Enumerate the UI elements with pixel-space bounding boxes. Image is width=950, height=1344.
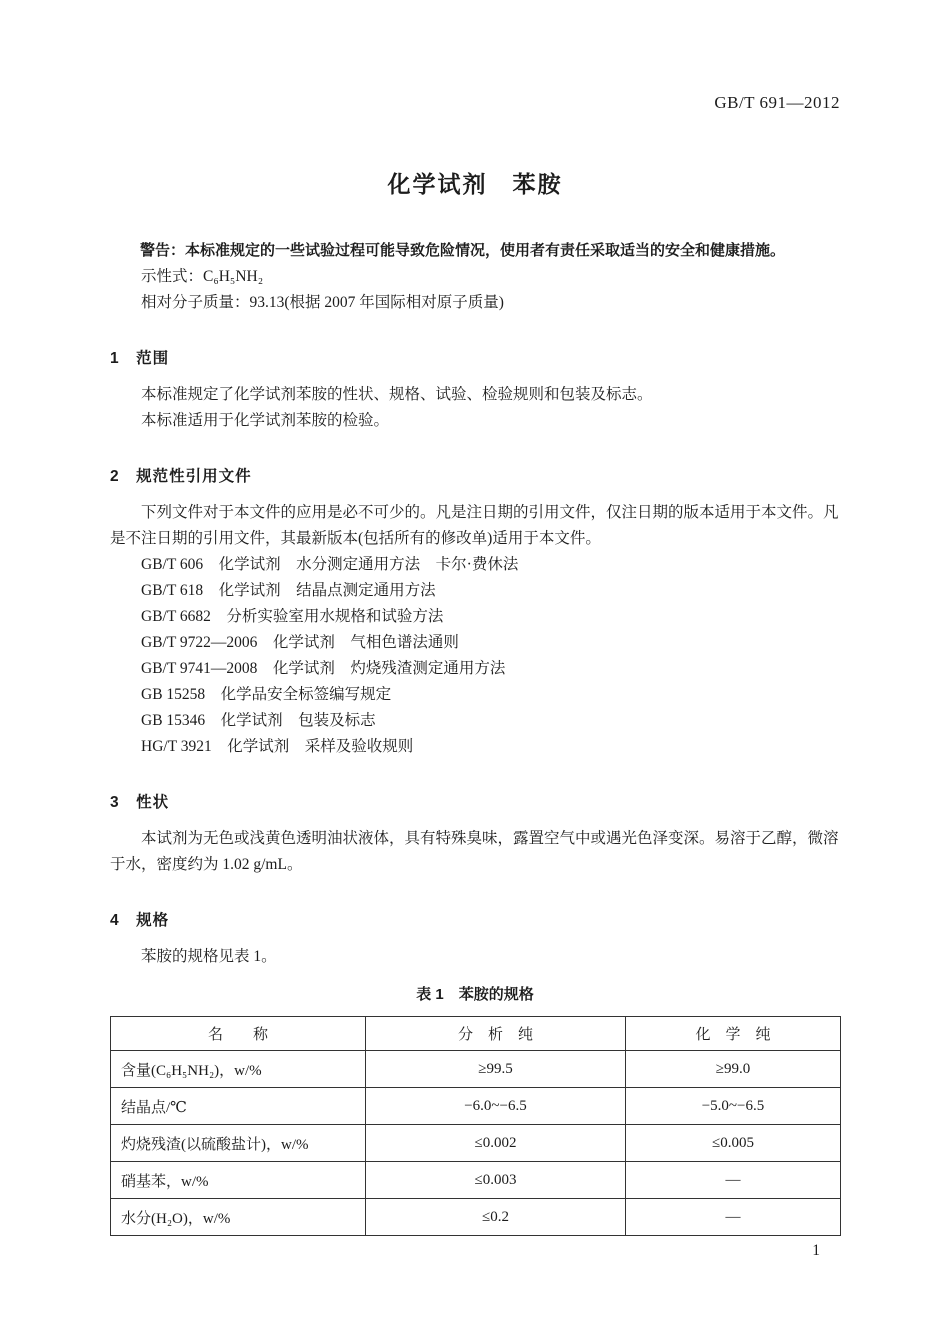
table-row — [111, 1051, 841, 1088]
table-row — [111, 1125, 841, 1162]
reference-list — [110, 552, 840, 760]
chemical-grade-cell: ≤0.005 — [626, 1125, 841, 1162]
analytical-grade-cell: ≤0.002 — [366, 1125, 626, 1162]
chemical-grade-cell: −5.0~−6.5 — [626, 1088, 841, 1125]
spec-name-cell: 水分(H₂O)，w/% — [111, 1199, 366, 1236]
reference-item: GB 15258 化学品安全标签编写规定 — [141, 686, 392, 703]
document-title: 化学试剂 苯胺 — [387, 171, 563, 197]
reference-item: GB/T 6682 分析实验室用水规格和试验方法 — [141, 608, 444, 625]
specifications-paragraph: 苯胺的规格见表 1。 — [141, 948, 277, 965]
reference-item: GB/T 9741—2008 化学试剂 灼烧残渣测定通用方法 — [141, 660, 506, 677]
table-row — [111, 1088, 841, 1125]
warning-text: 警告：本标准规定的一些试验过程可能导致危险情况，使用者有责任采取适当的安全和健康措施。 — [140, 242, 786, 259]
table-body — [111, 1051, 841, 1236]
table-caption: 表 1 苯胺的规格 — [416, 986, 534, 1003]
table-row — [111, 1162, 841, 1199]
reference-item: GB/T 9722—2006 化学试剂 气相色谱法通则 — [141, 634, 459, 651]
chemical-grade-cell: — — [626, 1199, 841, 1236]
analytical-grade-cell: ≤0.2 — [366, 1199, 626, 1236]
column-header-analytical-grade: 分 析 纯 — [366, 1017, 626, 1051]
analytical-grade-cell: −6.0~−6.5 — [366, 1088, 626, 1125]
reference-item: HG/T 3921 化学试剂 采样及验收规则 — [141, 738, 414, 755]
scope-paragraph-1: 本标准规定了化学试剂苯胺的性状、规格、试验、检验规则和包装及标志。 — [141, 386, 653, 403]
spec-name-cell: 含量(C₆H₅NH₂)，w/% — [111, 1051, 366, 1088]
properties-paragraph: 本试剂为无色或浅黄色透明油状液体，具有特殊臭味，露置空气中或遇光色泽变深。易溶于乙醇，微溶于水，密度约为 1.02 g/mL。 — [110, 830, 839, 873]
formula-line: 示性式：C₆H₅NH₂ — [141, 268, 264, 285]
section-2-normative-references — [110, 464, 840, 760]
analytical-grade-cell: ≤0.003 — [366, 1162, 626, 1199]
section-4-heading: 4 规格 — [110, 912, 170, 929]
spec-name-cell: 灼烧残渣(以硫酸盐计)，w/% — [111, 1125, 366, 1162]
spec-name-cell: 硝基苯，w/% — [111, 1162, 366, 1199]
section-3-properties — [110, 790, 840, 878]
reference-item: GB/T 618 化学试剂 结晶点测定通用方法 — [141, 582, 436, 599]
spec-name-cell: 结晶点/℃ — [111, 1088, 366, 1125]
standard-code: GB/T 691—2012 — [714, 93, 840, 112]
section-1-heading: 1 范围 — [110, 350, 170, 367]
section-4-specifications — [110, 908, 840, 1236]
column-header-name: 名 称 — [111, 1017, 366, 1051]
specifications-table — [110, 1016, 841, 1236]
references-intro-paragraph: 下列文件对于本文件的应用是必不可少的。凡是注日期的引用文件，仅注日期的版本适用于本文件。凡是不注日期的引用文件，其最新版本(包括所有的修改单)适用于本文件。 — [110, 504, 839, 547]
section-2-heading: 2 规范性引用文件 — [110, 468, 252, 485]
molecular-mass-line: 相对分子质量：93.13(根据 2007 年国际相对原子质量) — [141, 294, 504, 311]
reference-item: GB/T 606 化学试剂 水分测定通用方法 卡尔·费休法 — [141, 556, 519, 573]
section-3-heading: 3 性状 — [110, 794, 170, 811]
scope-paragraph-2: 本标准适用于化学试剂苯胺的检验。 — [141, 412, 390, 429]
chemical-grade-cell: — — [626, 1162, 841, 1199]
analytical-grade-cell: ≥99.5 — [366, 1051, 626, 1088]
column-header-chemical-grade: 化 学 纯 — [626, 1017, 841, 1051]
table-header-row — [111, 1017, 841, 1051]
table-row — [111, 1199, 841, 1236]
reference-item: GB 15346 化学试剂 包装及标志 — [141, 712, 376, 729]
page-number: 1 — [812, 1242, 820, 1259]
chemical-grade-cell: ≥99.0 — [626, 1051, 841, 1088]
section-1-scope — [110, 346, 840, 434]
